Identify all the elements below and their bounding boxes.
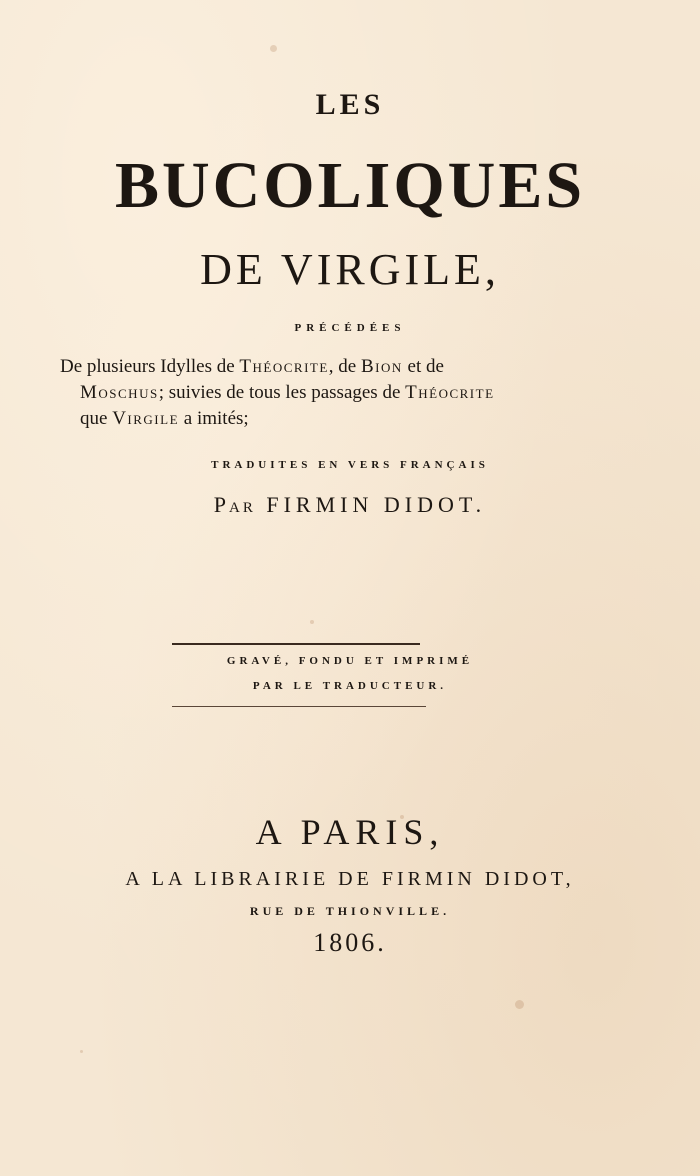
printer-note-line-1: GRAVÉ, FONDU ET IMPRIMÉ xyxy=(226,655,474,667)
description-line-2 xyxy=(80,380,560,406)
paper-spot xyxy=(270,45,277,52)
imprint-city: A PARIS, xyxy=(255,812,445,852)
imprint-publisher: A LA LIBRAIRIE DE FIRMIN DIDOT, xyxy=(125,868,575,890)
author-line xyxy=(0,492,700,518)
top-rule xyxy=(172,643,420,645)
description-line-1 xyxy=(60,354,540,380)
description-text: De plusieurs Idylles de xyxy=(60,356,240,377)
imprint-year: 1806. xyxy=(313,928,387,957)
name-moschus: Moschus xyxy=(80,382,159,403)
name-virgile: Virgile xyxy=(112,408,180,429)
name-theocrite: Théocrite xyxy=(405,382,495,403)
par-label: Par xyxy=(213,492,256,517)
printer-note-line-2: PAR LE TRADUCTEUR. xyxy=(252,680,448,692)
imprint-address: RUE DE THIONVILLE. xyxy=(249,904,451,918)
title-de-virgile: DE VIRGILE, xyxy=(200,245,500,294)
translated-by-label: TRADUITES EN VERS FRANÇAIS xyxy=(211,459,489,471)
subtitle-precedees: PRÉCÉDÉES xyxy=(294,322,406,334)
paper-spot xyxy=(310,620,314,624)
description-text: que xyxy=(80,408,113,429)
description-text: a imités; xyxy=(179,408,249,429)
description-text: , de xyxy=(328,356,361,377)
title-les: LES xyxy=(315,88,385,121)
name-theocrite: Théocrite xyxy=(239,356,329,377)
paper-spot xyxy=(515,1000,524,1009)
title-bucoliques: BUCOLIQUES xyxy=(114,149,586,222)
description-text: et de xyxy=(402,356,444,377)
author-name: FIRMIN DIDOT. xyxy=(266,492,487,517)
bottom-rule xyxy=(172,706,426,707)
description-line-3 xyxy=(80,406,560,432)
name-bion: Bion xyxy=(360,356,403,377)
paper-spot xyxy=(80,1050,83,1053)
description-text: ; suivies de tous les passages de xyxy=(158,382,406,403)
